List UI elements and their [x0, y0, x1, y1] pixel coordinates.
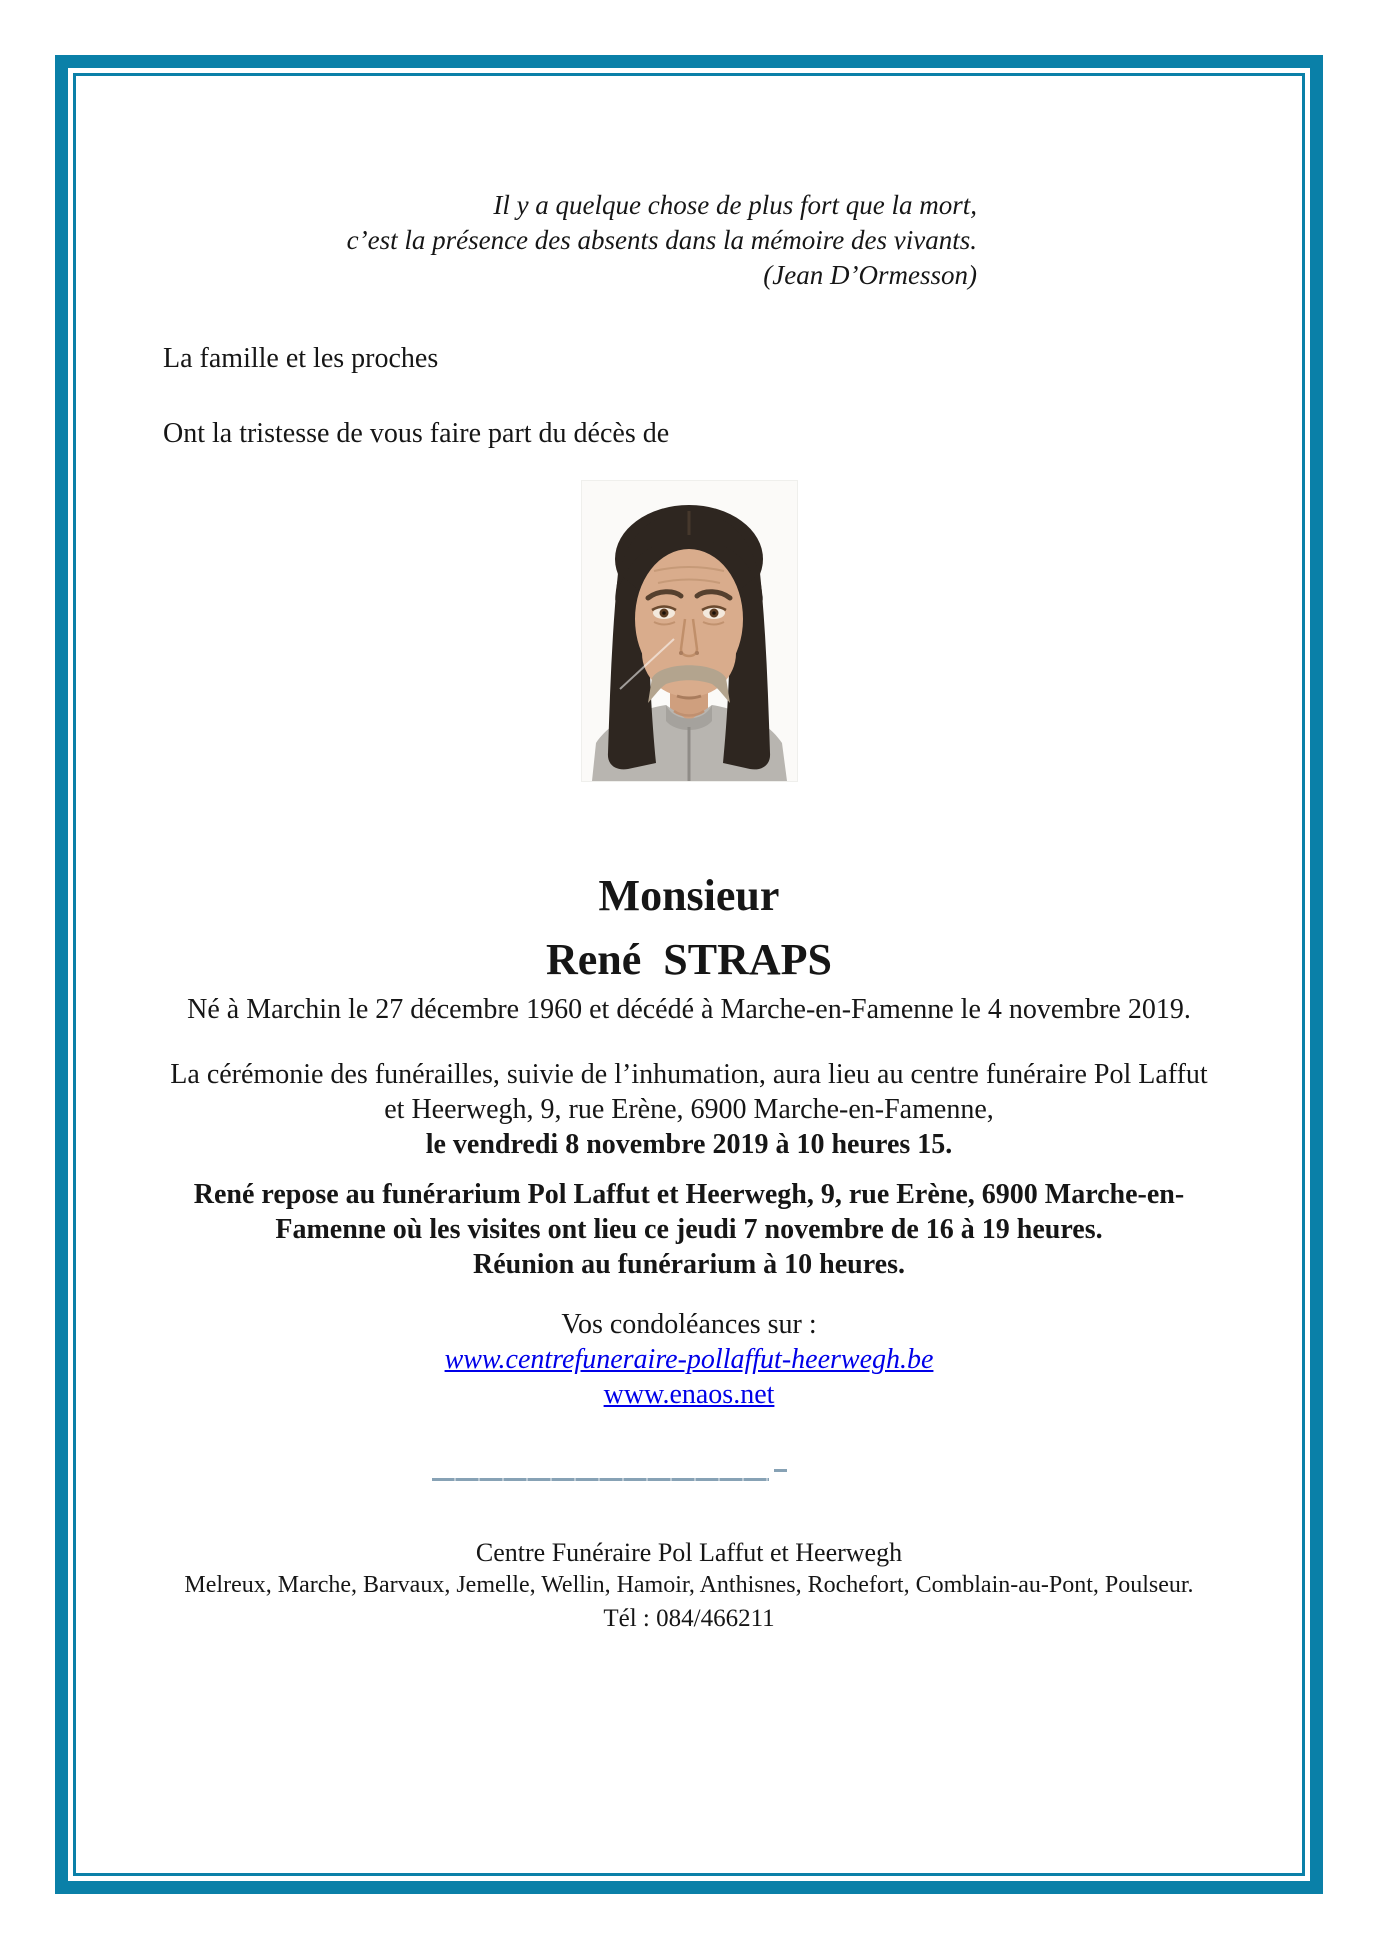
quote-attribution: (Jean D’Ormesson): [763, 260, 977, 290]
condolences-label: Vos condoléances sur :: [561, 1309, 817, 1340]
reunion-line: Réunion au funérarium à 10 heures.: [473, 1249, 905, 1280]
condolence-link-enaos[interactable]: www.enaos.net: [603, 1379, 775, 1410]
intro-family-line: La famille et les proches: [163, 343, 439, 374]
repose-line-2: Famenne où les visites ont lieu ce jeudi 7 novembre de 16 à 19 heures.: [275, 1214, 1103, 1245]
portrait-illustration: [582, 481, 797, 781]
footer-company-name: Centre Funéraire Pol Laffut et Heerwegh: [475, 1538, 903, 1567]
ceremony-date-line: le vendredi 8 novembre 2019 à 10 heures 15.: [425, 1129, 953, 1160]
deceased-title-block: [76, 864, 1302, 992]
funeral-home-footer: [76, 1536, 1302, 1635]
ceremony-line-2: et Heerwegh, 9, rue Erène, 6900 Marche-en-Famenne,: [384, 1094, 994, 1125]
deceased-name: René STRAPS: [545, 935, 833, 984]
signature-divider-line: [432, 1478, 769, 1481]
deceased-civility: Monsieur: [598, 871, 780, 920]
epigraph-quote: [76, 188, 1302, 293]
intro-announcement-line: Ont la tristesse de vous faire part du décès de: [163, 418, 670, 449]
footer-locations: Melreux, Marche, Barvaux, Jemelle, Wellin, Hamoir, Anthisnes, Rochefort, Comblain-au-Pont, Poulseur.: [184, 1572, 1194, 1598]
notice-content: [76, 76, 1302, 1873]
footer-phone: Tél : 084/466211: [603, 1605, 775, 1632]
quote-line-2: c’est la présence des absents dans la mémoire des vivants.: [346, 225, 977, 255]
repose-paragraph: [76, 1177, 1302, 1247]
quote-line-1: Il y a quelque chose de plus fort que la mort,: [493, 190, 977, 220]
repose-line-1: René repose au funérarium Pol Laffut et Heerwegh, 9, rue Erène, 6900 Marche-en-: [193, 1179, 1185, 1210]
portrait-area: [76, 481, 1302, 786]
condolences-block: [76, 1307, 1302, 1412]
announcement-intro: [76, 341, 1302, 451]
ceremony-line-1: La cérémonie des funérailles, suivie de l’inhumation, aura lieu au centre funéraire Pol Laffut: [170, 1059, 1208, 1090]
ceremony-paragraph: [76, 1057, 1302, 1162]
condolence-link-funeral-home[interactable]: www.centrefuneraire-pollaffut-heerwegh.be: [444, 1344, 934, 1375]
deceased-portrait-photo: [582, 481, 797, 781]
divider-end-dash: [774, 1469, 787, 1472]
birth-death-line: Né à Marchin le 27 décembre 1960 et décédé à Marche-en-Famenne le 4 novembre 2019.: [187, 994, 1191, 1025]
